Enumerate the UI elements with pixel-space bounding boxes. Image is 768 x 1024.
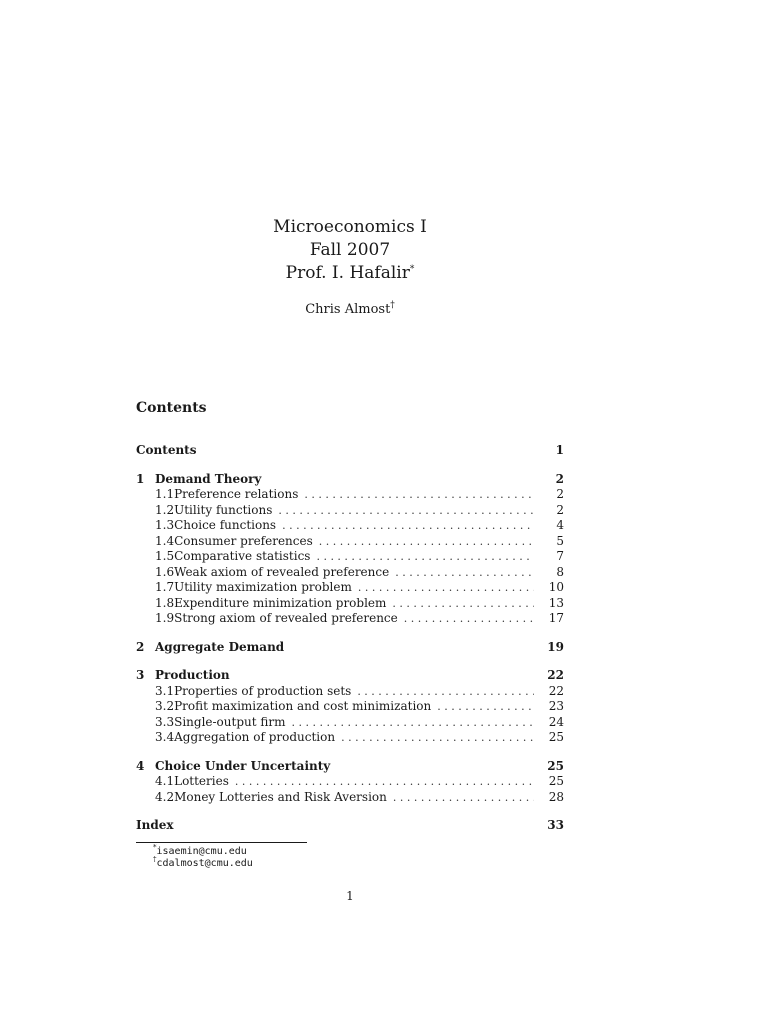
- toc-section-page: 2: [555, 471, 564, 486]
- toc-subsection-title: Aggregation of production: [174, 730, 336, 744]
- toc-subsection-title: Consumer preferences: [174, 533, 313, 548]
- contents-heading: Contents: [136, 400, 207, 416]
- toc-leader-dots: [404, 611, 534, 627]
- toc-subsection-title: Comparative statistics: [174, 549, 311, 563]
- toc-subsection-number: 1.2: [155, 502, 175, 517]
- toc-subsection-title: Properties of production sets: [174, 683, 352, 698]
- page-number: 1: [346, 889, 354, 903]
- toc-section-number: 3: [136, 668, 145, 682]
- toc-entry-page: 33: [547, 818, 564, 832]
- footnote-email[interactable]: isaemin@cmu.edu: [156, 846, 247, 857]
- toc-subsection-number: 4.2: [155, 789, 175, 804]
- toc-subsection-title: Single-output firm: [174, 714, 286, 729]
- toc-leader-dots: [341, 730, 534, 746]
- toc-subsection-1-1[interactable]: [136, 487, 564, 503]
- toc-subsection-1-7[interactable]: [136, 580, 564, 596]
- toc-subsection-title: Choice functions: [174, 518, 277, 532]
- toc-subsection-3-3[interactable]: [136, 715, 564, 731]
- toc-subsection-number: 1.1: [155, 487, 175, 501]
- toc-subsection-number: 1.6: [155, 564, 175, 579]
- toc-leader-dots: [395, 565, 534, 581]
- toc-subsection-title: Preference relations: [174, 487, 299, 501]
- toc-subsection-number: 1.9: [155, 611, 175, 625]
- toc-subsection-page: 25: [548, 730, 564, 744]
- toc-subsection-number: 3.1: [155, 683, 175, 698]
- toc-leader-dots: [437, 699, 534, 715]
- toc-subsection-title: Money Lotteries and Risk Aversion: [174, 789, 387, 804]
- toc-subsection-number: 1.4: [155, 533, 175, 548]
- toc-subsection-number: 1.8: [155, 595, 175, 610]
- toc-subsection-page: 22: [548, 683, 564, 698]
- toc-section-1[interactable]: [136, 472, 564, 488]
- toc-subsection-page: 2: [556, 502, 564, 517]
- toc-subsection-number: 1.5: [155, 549, 175, 563]
- toc-subsection-number: 3.2: [155, 699, 175, 713]
- toc-entry-index[interactable]: [136, 818, 564, 834]
- toc-subsection-1-6[interactable]: [136, 565, 564, 581]
- footnote-email[interactable]: cdalmost@cmu.edu: [156, 858, 253, 869]
- toc-subsection-page: 4: [556, 518, 564, 532]
- toc-subsection-3-4[interactable]: [136, 730, 564, 746]
- toc-subsection-1-4[interactable]: [136, 534, 564, 550]
- author-name: Chris Almost: [305, 302, 391, 317]
- toc-subsection-number: 1.3: [155, 518, 175, 532]
- toc-sections: [136, 472, 564, 819]
- toc-section-number: 2: [136, 639, 145, 654]
- toc-subsection-page: 5: [556, 533, 564, 548]
- professor-footnote-mark: *: [409, 264, 415, 275]
- toc-subsection-page: 25: [548, 774, 564, 788]
- toc-section-title: Aggregate Demand: [155, 639, 285, 654]
- toc-section-number: 1: [136, 471, 145, 486]
- toc-subsection-title: Utility functions: [174, 502, 273, 517]
- toc-subsection-page: 2: [556, 487, 564, 501]
- toc-subsection-3-2[interactable]: [136, 699, 564, 715]
- course-title: Microeconomics I: [273, 217, 427, 237]
- toc-section-title: Demand Theory: [155, 471, 262, 486]
- toc-leader-dots: [304, 487, 534, 503]
- toc-subsection-title: Strong axiom of revealed preference: [174, 611, 398, 625]
- footnote-rule: [136, 842, 307, 843]
- course-professor: [0, 262, 700, 285]
- toc-subsection-number: 1.7: [155, 580, 175, 594]
- toc-section-3[interactable]: [136, 668, 564, 684]
- toc-subsection-page: 7: [556, 549, 564, 563]
- toc-subsection-title: Lotteries: [174, 774, 229, 788]
- toc-subsection-number: 3.3: [155, 714, 175, 729]
- toc-subsection-title: Utility maximization problem: [174, 580, 352, 594]
- toc-leader-dots: [358, 580, 534, 596]
- toc-leader-dots: [235, 774, 534, 790]
- toc-subsection-1-5[interactable]: [136, 549, 564, 565]
- toc-entry-page: 1: [555, 443, 564, 457]
- toc-leader-dots: [316, 549, 534, 565]
- toc-leader-dots: [282, 518, 534, 534]
- toc-subsection-page: 10: [548, 580, 564, 594]
- toc-subsection-title: Weak axiom of revealed preference: [174, 564, 390, 579]
- toc-section-number: 4: [136, 758, 145, 773]
- toc-subsection-1-9[interactable]: [136, 611, 564, 627]
- toc-subsection-1-8[interactable]: [136, 596, 564, 612]
- toc-leader-dots: [319, 534, 534, 550]
- toc-section-page: 19: [547, 639, 564, 654]
- toc-entry-contents[interactable]: [136, 443, 564, 459]
- toc-leader-dots: [292, 715, 535, 731]
- toc-subsection-title: Profit maximization and cost minimization: [174, 699, 432, 713]
- toc-leader-dots: [357, 684, 534, 700]
- toc-subsection-number: 3.4: [155, 730, 175, 744]
- toc-entry-title: Index: [136, 818, 174, 832]
- footnotes: [153, 843, 253, 870]
- toc-subsection-page: 8: [556, 564, 564, 579]
- toc-section-page: 22: [547, 668, 564, 682]
- toc-leader-dots: [392, 596, 534, 612]
- toc-section-4[interactable]: [136, 759, 564, 775]
- footnote-1: [153, 843, 253, 858]
- toc-leader-dots: [278, 503, 534, 519]
- toc-subsection-4-1[interactable]: [136, 774, 564, 790]
- course-term: Fall 2007: [309, 240, 391, 260]
- toc-section-title: Choice Under Uncertainty: [155, 758, 331, 773]
- table-of-contents: [136, 443, 564, 834]
- author: [0, 302, 700, 317]
- title-block: [0, 216, 700, 285]
- footnote-mark: †: [153, 855, 157, 864]
- toc-leader-dots: [393, 790, 534, 806]
- toc-subsection-3-1[interactable]: [136, 684, 564, 700]
- toc-subsection-page: 24: [548, 714, 564, 729]
- toc-subsection-page: 17: [548, 611, 564, 625]
- toc-section-page: 25: [547, 758, 564, 773]
- toc-subsection-1-2[interactable]: [136, 503, 564, 519]
- toc-subsection-page: 28: [548, 789, 564, 804]
- toc-subsection-1-3[interactable]: [136, 518, 564, 534]
- toc-section-title: Production: [155, 668, 230, 682]
- toc-section-2[interactable]: [136, 640, 564, 656]
- professor-name: Prof. I. Hafalir: [285, 263, 410, 283]
- toc-subsection-number: 4.1: [155, 774, 175, 788]
- toc-subsection-4-2[interactable]: [136, 790, 564, 806]
- toc-subsection-title: Expenditure minimization problem: [174, 595, 387, 610]
- toc-subsection-page: 13: [548, 595, 564, 610]
- footnote-2: [153, 855, 253, 870]
- author-footnote-mark: †: [390, 300, 395, 311]
- toc-subsection-page: 23: [548, 699, 564, 713]
- footnote-mark: *: [153, 843, 157, 852]
- toc-entry-title: Contents: [136, 443, 197, 457]
